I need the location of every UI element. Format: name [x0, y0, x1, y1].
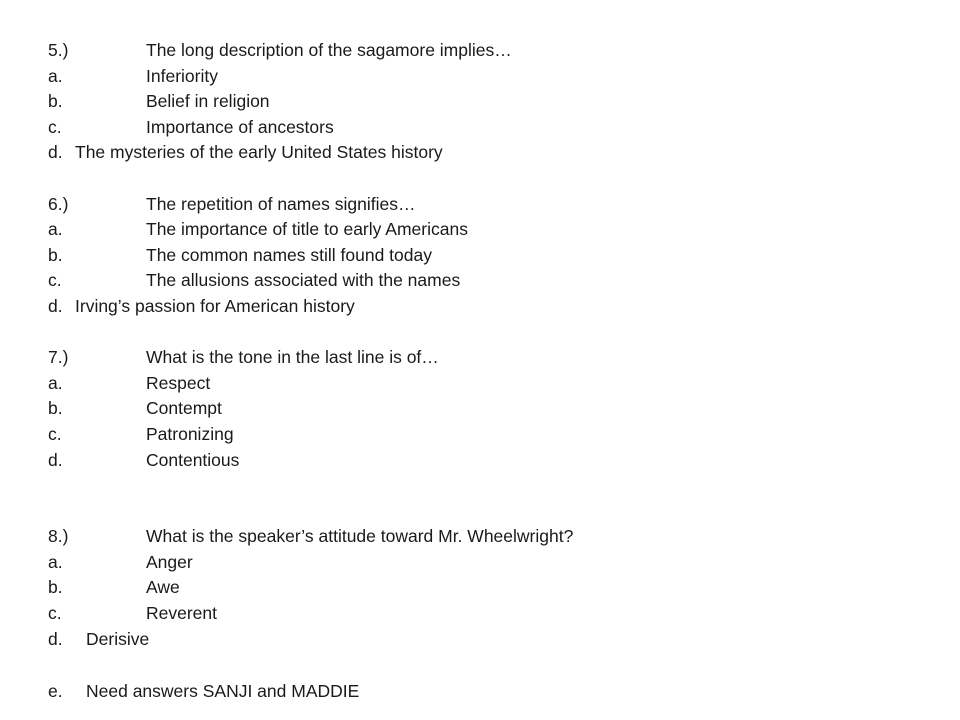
- question-7-option-d: [48, 449, 239, 471]
- option-text: The mysteries of the early United States history: [75, 142, 443, 162]
- option-label: d.: [48, 296, 63, 316]
- option-text: Contentious: [146, 450, 240, 470]
- option-label: c.: [48, 270, 62, 290]
- option-label: a.: [48, 66, 63, 86]
- question-7-option-c: [48, 423, 234, 445]
- option-label: d.: [48, 629, 63, 649]
- option-label: b.: [48, 245, 63, 265]
- question-text: The long description of the sagamore implies…: [146, 40, 512, 60]
- option-text: Awe: [146, 577, 180, 597]
- option-label: a.: [48, 373, 63, 393]
- option-text: Derisive: [86, 629, 150, 649]
- option-text: Contempt: [146, 398, 222, 418]
- question-8-option-b: [48, 576, 180, 598]
- question-number: 5.): [48, 40, 69, 60]
- option-label: a.: [48, 219, 63, 239]
- option-text: Reverent: [146, 603, 218, 623]
- question-5-prompt: [48, 39, 512, 61]
- note-text: Need answers SANJI and MADDIE: [86, 681, 360, 701]
- question-8-option-a: [48, 551, 193, 573]
- option-label: a.: [48, 552, 63, 572]
- question-5-option-c: [48, 116, 334, 138]
- option-text: The importance of title to early Americans: [146, 219, 468, 239]
- option-label: c.: [48, 424, 62, 444]
- option-label: b.: [48, 91, 63, 111]
- option-label: b.: [48, 577, 63, 597]
- question-6-option-b: [48, 244, 432, 266]
- question-number: 6.): [48, 194, 69, 214]
- question-5-option-b: [48, 90, 270, 112]
- option-label: d.: [48, 142, 63, 162]
- option-text: Inferiority: [146, 66, 218, 86]
- question-7-option-a: [48, 372, 210, 394]
- question-text: The repetition of names signifies…: [146, 194, 416, 214]
- question-6-option-d: [48, 295, 355, 317]
- question-6-option-a: [48, 218, 468, 240]
- question-7-prompt: [48, 346, 439, 368]
- question-6-prompt: [48, 193, 415, 215]
- question-number: 8.): [48, 526, 69, 546]
- answers-note: [48, 680, 359, 702]
- option-text: The allusions associated with the names: [146, 270, 461, 290]
- option-text: Belief in religion: [146, 91, 270, 111]
- option-label: c.: [48, 603, 62, 623]
- question-5-option-a: [48, 65, 218, 87]
- question-7-option-b: [48, 397, 222, 419]
- note-label: e.: [48, 681, 63, 701]
- option-text: Anger: [146, 552, 193, 572]
- question-8-option-d: [48, 628, 149, 650]
- option-label: c.: [48, 117, 62, 137]
- question-number: 7.): [48, 347, 69, 367]
- option-text: Respect: [146, 373, 211, 393]
- question-text: What is the speaker’s attitude toward Mr. Wheelwright?: [146, 526, 574, 546]
- question-8-option-c: [48, 602, 217, 624]
- option-text: Patronizing: [146, 424, 234, 444]
- option-label: d.: [48, 450, 63, 470]
- question-8-prompt: [48, 525, 573, 547]
- option-label: b.: [48, 398, 63, 418]
- option-text: Importance of ancestors: [146, 117, 334, 137]
- question-6-option-c: [48, 269, 460, 291]
- question-5-option-d: [48, 141, 443, 163]
- question-text: What is the tone in the last line is of…: [146, 347, 439, 367]
- option-text: The common names still found today: [146, 245, 432, 265]
- option-text: Irving’s passion for American history: [75, 296, 355, 316]
